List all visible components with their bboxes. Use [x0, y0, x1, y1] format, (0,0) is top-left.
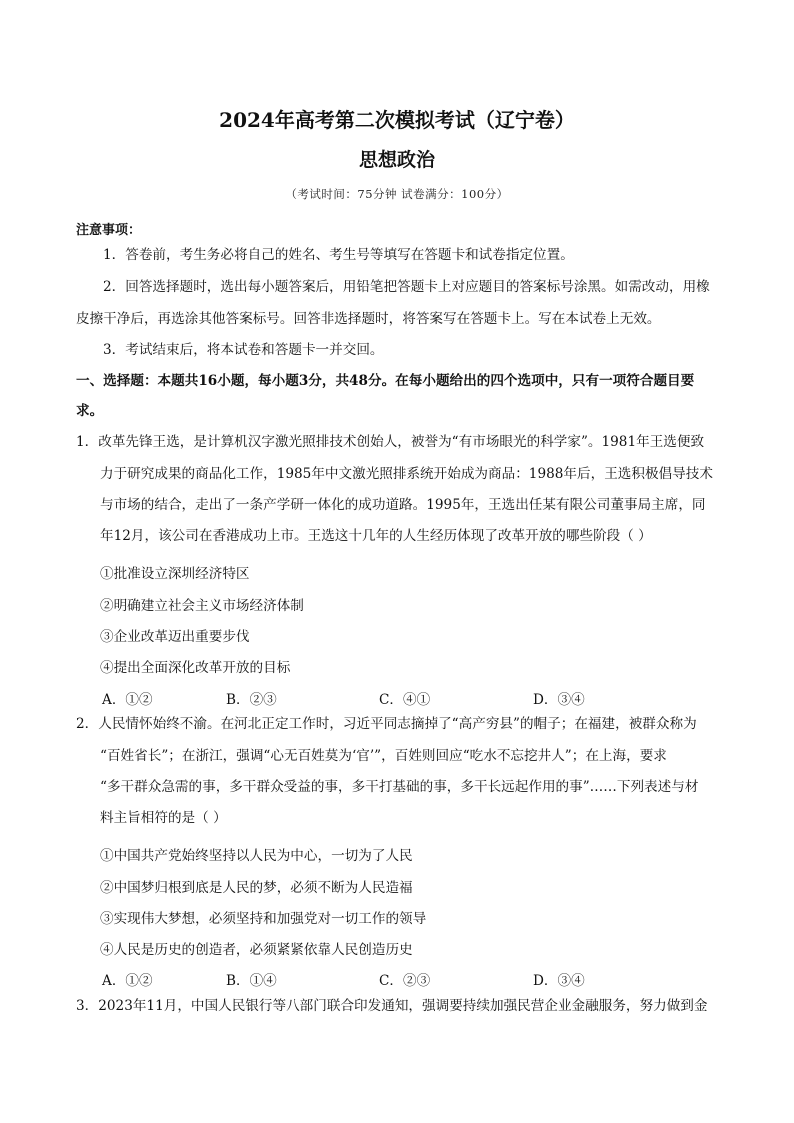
question-2-option-1: ①中国共产党始终坚持以人民为中心，一切为了人民 — [100, 848, 413, 864]
question-3-line-1: 3．2023年11月，中国人民银行等八部门联合印发通知，强调要持续加强民营企业金融服务，努力做到金 — [76, 998, 708, 1014]
exam-info: （考试时间：75分钟 试卷满分：100分） — [285, 187, 509, 201]
question-2-option-2: ②中国梦归根到底是人民的梦，必须不断为人民造福 — [100, 880, 413, 896]
choice-a[interactable]: A．①② — [102, 973, 153, 989]
choice-c[interactable]: C．②③ — [379, 973, 431, 989]
choice-c[interactable]: C．④① — [379, 692, 431, 708]
question-1-line-2: 力于研究成果的商品化工作，1985年中文激光照排系统开始成为商品：1988年后，王选积极倡导技术 — [100, 466, 713, 482]
exam-title: 2024年高考第二次模拟考试（辽宁卷） — [219, 108, 575, 132]
question-2-line-2: “百姓省长”；在浙江，强调“心无百姓莫为‘官’”，百姓则回应“吃水不忘挖井人”；在上海，要求 — [100, 748, 667, 764]
question-2-choices — [0, 969, 794, 989]
note-item-2-cont: 皮擦干净后，再选涂其他答案标号。回答非选择题时，将答案写在答题卡上。写在本试卷上无效。 — [76, 311, 661, 327]
question-2-line-1: 2．人民情怀始终不渝。在河北正定工作时，习近平同志摘掉了“高产穷县”的帽子；在福建，被群众称为 — [76, 716, 697, 732]
note-item-2: 2．回答选择题时，选出每小题答案后，用铅笔把答题卡上对应题目的答案标号涂黑。如需改动，用橡 — [103, 279, 710, 295]
section-heading-cont: 求。 — [76, 403, 104, 419]
note-item-3: 3．考试结束后，将本试卷和答题卡一并交回。 — [103, 342, 384, 358]
question-1-option-3: ③企业改革迈出重要步伐 — [100, 629, 250, 645]
question-1-option-2: ②明确建立社会主义市场经济体制 — [100, 598, 304, 614]
note-item-1: 1．答卷前，考生务必将自己的姓名、考生号等填写在答题卡和试卷指定位置。 — [103, 247, 574, 263]
choice-b[interactable]: B．①④ — [226, 973, 277, 989]
notes-heading: 注意事项： — [76, 223, 142, 238]
question-2-line-4: 料主旨相符的是（ ） — [100, 810, 227, 826]
choice-b[interactable]: B．②③ — [226, 692, 277, 708]
question-1-line-4: 年12月，该公司在香港成功上市。王选这十几年的人生经历体现了改革开放的哪些阶段（ ） — [100, 528, 652, 544]
choice-d[interactable]: D．③④ — [533, 692, 585, 708]
section-heading: 一、选择题：本题共16小题，每小题3分，共48分。在每小题给出的四个选项中，只有一项符合题目要 — [76, 373, 695, 389]
question-1-line-1: 1．改革先锋王选，是计算机汉字激光照排技术创始人，被誉为“有市场眼光的科学家”。1981年王选便致 — [76, 434, 705, 450]
choice-a[interactable]: A．①② — [102, 692, 153, 708]
choice-d[interactable]: D．③④ — [533, 973, 585, 989]
question-2-line-3: “多干群众急需的事，多干群众受益的事，多干打基础的事，多干长远起作用的事”……下列表述与材 — [100, 779, 699, 795]
subject-title: 思想政治 — [358, 149, 435, 171]
question-2-option-4: ④人民是历史的创造者，必须紧紧依靠人民创造历史 — [100, 942, 413, 958]
question-2-option-3: ③实现伟大梦想，必须坚持和加强党对一切工作的领导 — [100, 911, 427, 927]
question-1-option-1: ①批准设立深圳经济特区 — [100, 566, 250, 582]
question-1-choices — [0, 688, 794, 708]
question-1-line-3: 与市场的结合，走出了一条产学研一体化的成功道路。1995年，王选出任某有限公司董事局主席，同 — [100, 497, 706, 513]
question-1-option-4: ④提出全面深化改革开放的目标 — [100, 660, 291, 676]
